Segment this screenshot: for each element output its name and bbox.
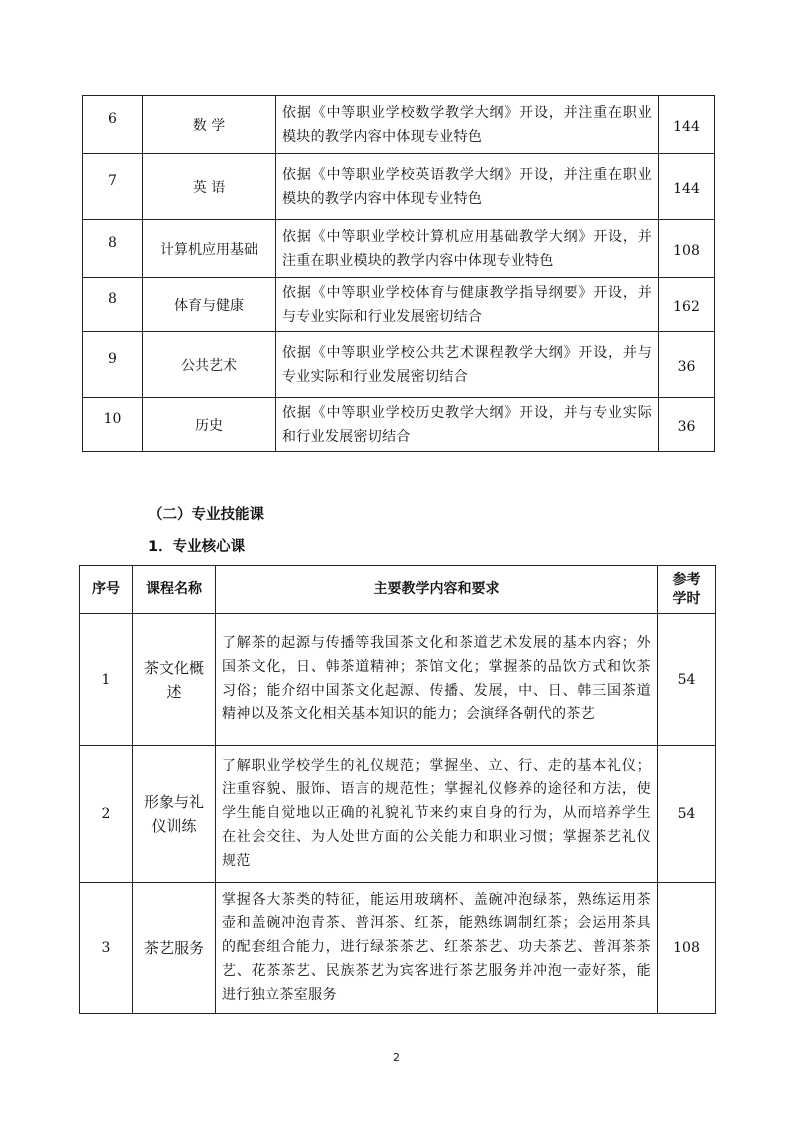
table-row <box>83 96 715 154</box>
course-name: 英 语 <box>143 154 276 220</box>
course-description: 依据《中等职业学校计算机应用基础教学大纲》开设，并注重在职业模块的教学内容中体现专业特色 <box>276 220 659 278</box>
course-hours: 36 <box>659 332 715 398</box>
row-number: 8 <box>83 220 143 278</box>
table-row <box>80 883 716 1014</box>
course-description: 依据《中等职业学校体育与健康教学指导纲要》开设，并与专业实际和行业发展密切结合 <box>276 278 659 332</box>
row-number: 2 <box>80 746 133 883</box>
general-courses-table <box>82 95 715 452</box>
table-row <box>83 332 715 398</box>
course-hours: 162 <box>659 278 715 332</box>
row-number: 3 <box>80 883 133 1014</box>
row-number: 7 <box>83 154 143 220</box>
header-number: 序号 <box>80 566 133 614</box>
table-row <box>80 746 716 883</box>
course-hours: 36 <box>659 398 715 452</box>
course-hours: 108 <box>659 220 715 278</box>
core-courses-table <box>79 565 716 1014</box>
row-number: 1 <box>80 614 133 746</box>
section-heading: （二）专业技能课 <box>148 507 264 523</box>
course-name: 历史 <box>143 398 276 452</box>
row-number: 8 <box>83 278 143 332</box>
header-content: 主要教学内容和要求 <box>216 566 658 614</box>
course-name: 茶艺服务 <box>133 883 216 1014</box>
course-description: 了解职业学校学生的礼仪规范；掌握坐、立、行、走的基本礼仪；注重容貌、服饰、语言的规范性；掌握礼仪修养的途径和方法，使学生能自觉地以正确的礼貌礼节来约束自身的行为，从而培养学生在社会交往、为人处世方面的公关能力和职业习惯；掌握茶艺礼仪规范 <box>216 746 658 883</box>
header-course-name: 课程名称 <box>133 566 216 614</box>
course-hours: 108 <box>658 883 716 1014</box>
subsection-heading: 1．专业核心课 <box>148 539 246 555</box>
table-header-row <box>80 566 716 614</box>
table-row <box>83 278 715 332</box>
course-name: 形象与礼仪训练 <box>133 746 216 883</box>
row-number: 10 <box>83 398 143 452</box>
page-number: 2 <box>393 1051 400 1064</box>
course-hours: 144 <box>659 96 715 154</box>
course-hours: 144 <box>659 154 715 220</box>
course-description: 依据《中等职业学校英语教学大纲》开设，并注重在职业模块的教学内容中体现专业特色 <box>276 154 659 220</box>
course-hours: 54 <box>658 614 716 746</box>
table-row <box>80 614 716 746</box>
course-name: 公共艺术 <box>143 332 276 398</box>
course-description: 依据《中等职业学校历史教学大纲》开设，并与专业实际和行业发展密切结合 <box>276 398 659 452</box>
course-name: 计算机应用基础 <box>143 220 276 278</box>
table-row <box>83 220 715 278</box>
row-number: 6 <box>83 96 143 154</box>
course-name: 茶文化概述 <box>133 614 216 746</box>
course-description: 了解茶的起源与传播等我国茶文化和茶道艺术发展的基本内容；外国茶文化，日、韩茶道精神；茶馆文化；掌握茶的品饮方式和饮茶习俗；能介绍中国茶文化起源、传播、发展，中、日、韩三国茶道精神以及茶文化相关基本知识的能力；会演绎各朝代的茶艺 <box>216 614 658 746</box>
table-row <box>83 398 715 452</box>
row-number: 9 <box>83 332 143 398</box>
course-description: 依据《中等职业学校数学教学大纲》开设，并注重在职业模块的教学内容中体现专业特色 <box>276 96 659 154</box>
course-hours: 54 <box>658 746 716 883</box>
course-description: 依据《中等职业学校公共艺术课程教学大纲》开设，并与专业实际和行业发展密切结合 <box>276 332 659 398</box>
course-description: 掌握各大茶类的特征，能运用玻璃杯、盖碗冲泡绿茶，熟练运用茶壶和盖碗冲泡青茶、普洱茶、红茶，能熟练调制红茶；会运用茶具的配套组合能力，进行绿茶茶艺、红茶茶艺、功夫茶艺、普洱茶茶艺、花茶茶艺、民族茶艺为宾客进行茶艺服务并冲泡一壶好茶，能进行独立茶室服务 <box>216 883 658 1014</box>
course-name: 数 学 <box>143 96 276 154</box>
course-name: 体育与健康 <box>143 278 276 332</box>
header-hours: 参考 学时 <box>658 566 716 614</box>
table-row <box>83 154 715 220</box>
